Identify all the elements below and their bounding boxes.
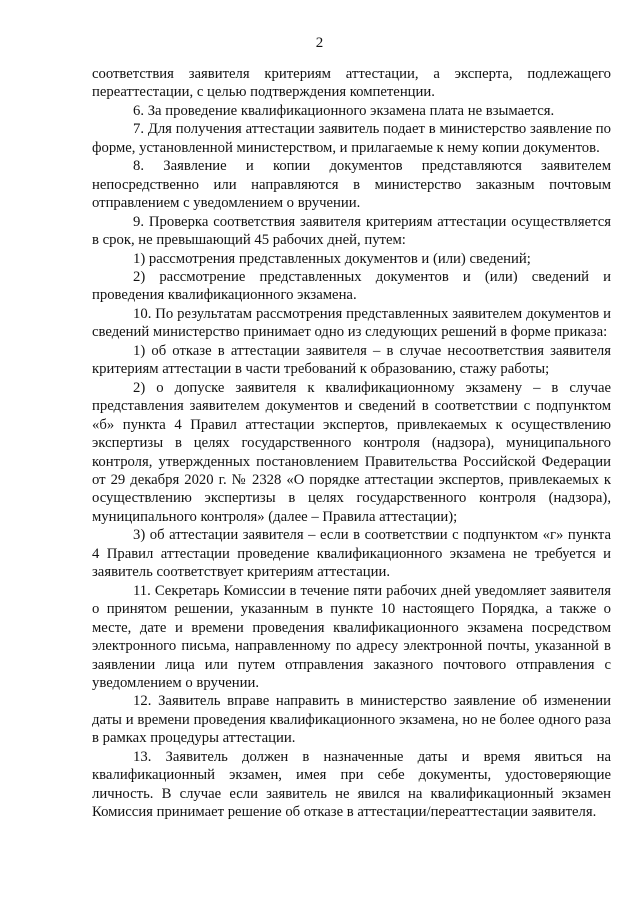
paragraph-item-6: 6. За проведение квалификационного экзамена плата не взымается. bbox=[133, 102, 555, 119]
paragraph-item-10-sub-1: 1) об отказе в аттестации заявителя – в случае несоответствия заявителя критериям аттестации в части требований к образованию, стажу работы; bbox=[92, 342, 611, 378]
paragraph-item-13: 13. Заявитель должен в назначенные даты и время явиться на квалификационный экзамен, имея при себе документы, удостоверяющие личность. В случае если заявитель не явился на квалификационный экзамен Комиссия принимает решение об отказе в аттестации/переаттестации заявителя. bbox=[92, 748, 611, 821]
paragraph-item-7: 7. Для получения аттестации заявитель подает в министерство заявление по форме, установленной министерством, и прилагаемые к нему копии документов. bbox=[92, 121, 611, 156]
paragraph-item-12: 12. Заявитель вправе направить в министерство заявление об изменении даты и времени проведения квалификационного экзамена, но не более одного раза в рамках процедуры аттестации. bbox=[92, 693, 611, 747]
paragraph-item-9: 9. Проверка соответствия заявителя критериям аттестации осуществляется в срок, не превышающий 45 рабочих дней, путем: bbox=[92, 213, 611, 249]
paragraph-item-10: 10. По результатам рассмотрения представленных заявителем документов и сведений министерство принимает одно из следующих решений в форме приказа: bbox=[92, 305, 611, 341]
paragraph-continuation: соответствия заявителя критериям аттестации, а эксперта, подлежащего переаттестации, с целью подтверждения компетенции. bbox=[92, 66, 611, 101]
paragraph-item-11: 11. Секретарь Комиссии в течение пяти рабочих дней уведомляет заявителя о принятом решении, указанным в пункте 10 настоящего Порядка, а также о месте, дате и времени проведения квалификационного экзамена посредством электронного письма, направленному по адресу электронной почты, указанной в заявлении лица или путем отправления заказного почтового отправления с уведомлением о вручении. bbox=[92, 582, 611, 691]
paragraph-item-9-sub-1: 1) рассмотрения представленных документов и (или) сведений; bbox=[133, 250, 531, 267]
page-number: 2 bbox=[315, 35, 324, 51]
paragraph-item-10-sub-3: 3) об аттестации заявителя – если в соответствии с подпунктом «г» пункта 4 Правил аттестации проведение квалификационного экзамена не требуется и заявитель соответствует критериям аттестации. bbox=[92, 527, 611, 581]
paragraph-item-10-sub-2: 2) о допуске заявителя к квалификационному экзамену – в случае представления заявителем документов и сведений в соответствии с подпунктом «б» пункта 4 Правил аттестации экспертов, привлекаемых к осуществлению экспертизы в целях государственного контроля (надзора), муниципального контроля, утвержденных постановлением Правительства Российской Федерации от 29 декабря 2020 г. № 2328 «О порядке аттестации экспертов, привлекаемых к осуществлению экспертизы в целях государственного контроля (надзора), муниципального контроля» (далее – Правила аттестации); bbox=[92, 379, 611, 525]
document-body bbox=[92, 65, 611, 822]
paragraph-item-8: 8. Заявление и копии документов представляются заявителем непосредственно или направляются в министерство заказным почтовым отправлением с уведомлением о вручении. bbox=[92, 158, 611, 212]
paragraph-item-9-sub-2: 2) рассмотрение представленных документов и (или) сведений и проведения квалификационного экзамена. bbox=[92, 268, 611, 304]
